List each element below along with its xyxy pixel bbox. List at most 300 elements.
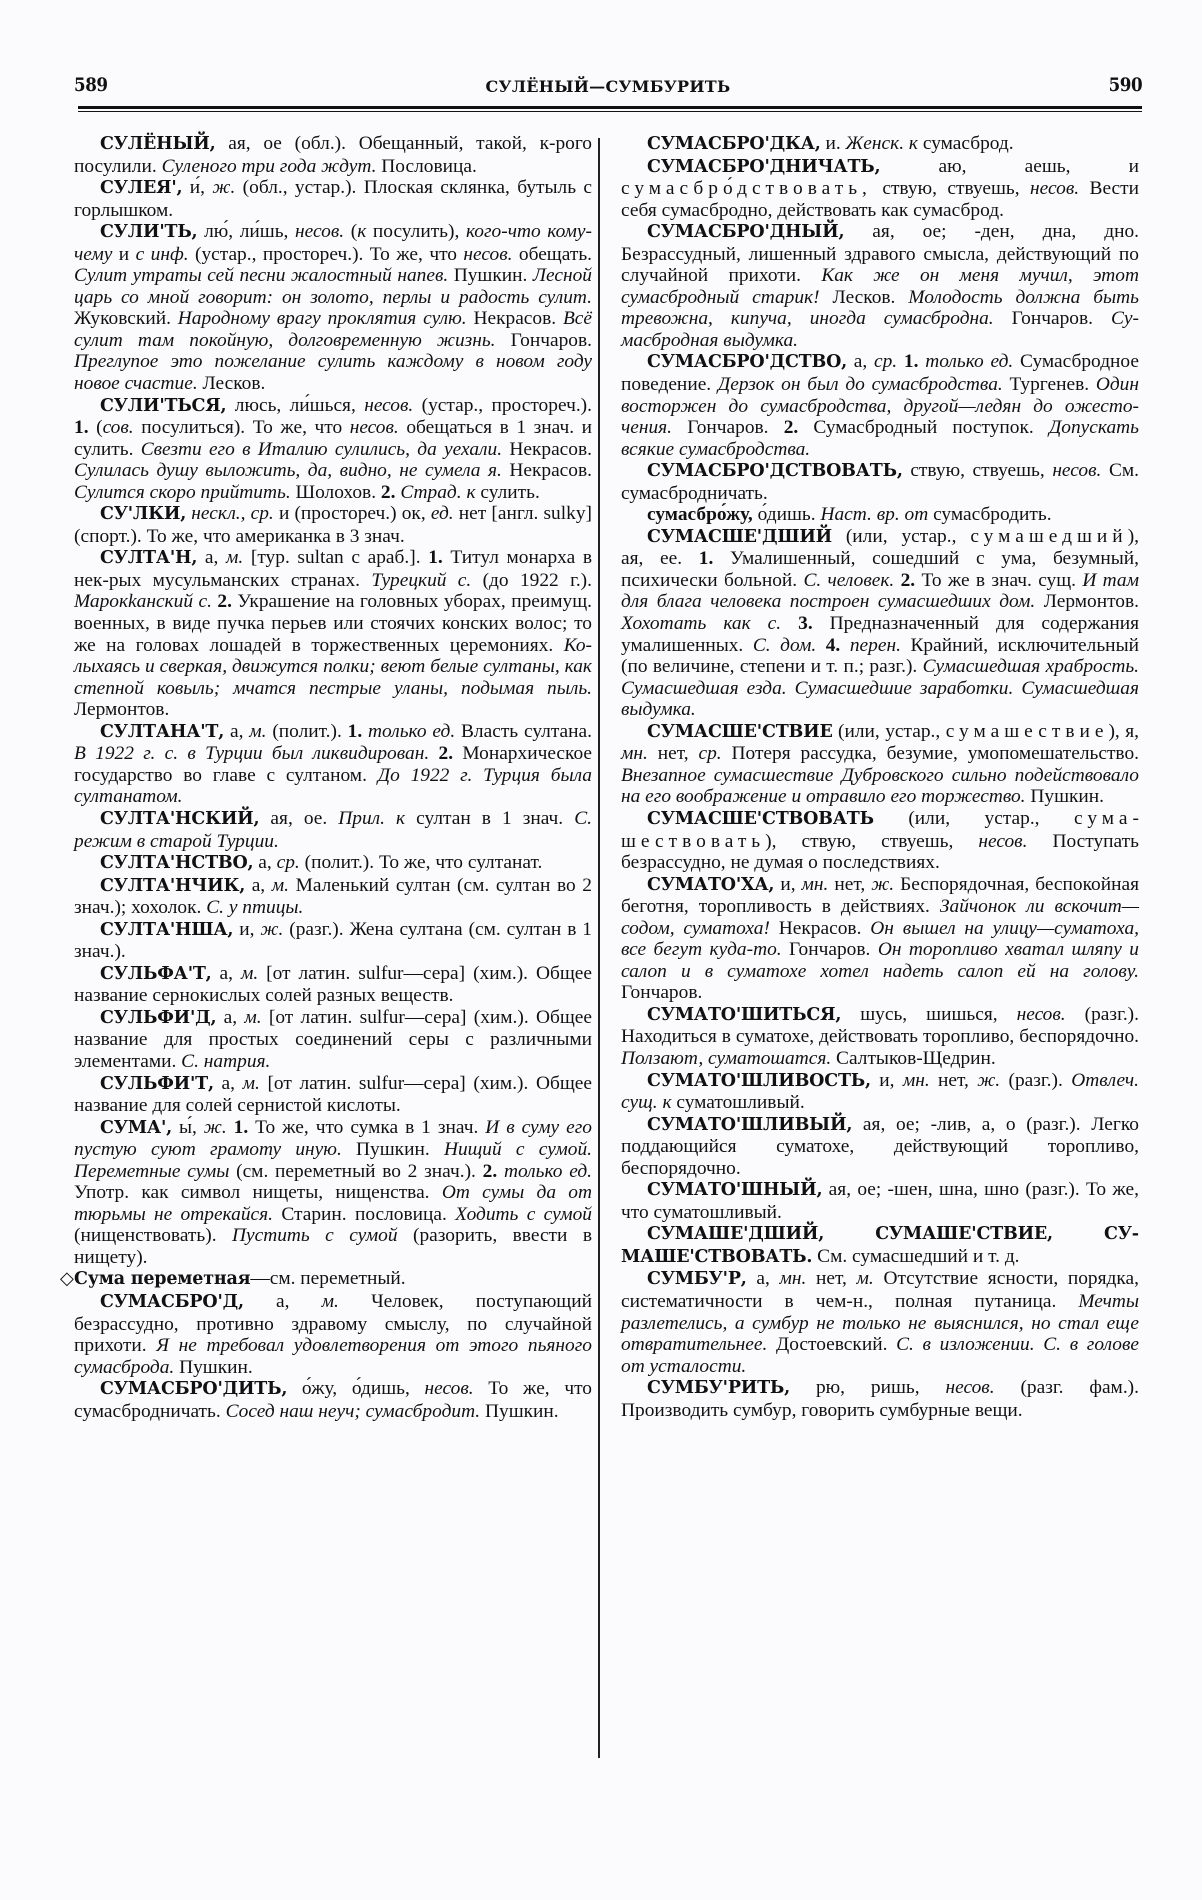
entry-text: ), ая, ее. (621, 525, 1139, 570)
entry-text: нет [англ. sulky] (спорт.). То же, что американка в 3 знач. (74, 503, 592, 547)
entry-text: Человек, поступающий безрассудно, противно здравому смыслу, по случайной прихоти. (74, 1290, 592, 1357)
header-rule-thin (78, 111, 1142, 112)
dictionary-entry (621, 156, 1139, 222)
headword: СУЛТА'НЧИК, (100, 875, 246, 896)
entry-text: Титул монарха в нек-рых мусульманских странах. (74, 547, 592, 591)
headword: СУМБУ'РИТЬ, (647, 1378, 791, 1399)
italic-text: Прил. (338, 807, 385, 829)
entry-text (816, 635, 826, 656)
entry-text: сумасбродить. (928, 504, 1052, 526)
entry-text: ствую, ствуешь, (902, 460, 1053, 482)
entry-text: и́, (182, 177, 213, 199)
entry-text: и (простореч.) ок, (273, 503, 431, 525)
entry-text: (см. переметный во 2 знач.). (229, 1160, 483, 1182)
italic-text: ед. (430, 503, 454, 525)
italic-text: несов. (1052, 460, 1102, 482)
italic-text: Марокkанский с. (74, 591, 212, 613)
entry-text (385, 808, 396, 829)
italic-text: м. (240, 962, 259, 984)
italic-text: Турецкий с. (371, 569, 472, 591)
italic-text: И там для блага человека построен сумасшедших дом. (621, 569, 1139, 613)
column-divider (598, 138, 600, 1758)
entry-text: а, (211, 962, 241, 984)
headword: СУМАСБРО'ДСТВО, (647, 352, 848, 373)
entry-text: обещаться в 1 знач. и сулить. (74, 417, 592, 460)
entry-text: люсь, ли́шься, (226, 394, 365, 416)
entry-text: ая, ое. (259, 807, 339, 829)
italic-text: Пустить с сумой (231, 1225, 398, 1247)
entry-text: Старин. пословица. (273, 1203, 456, 1225)
headword: СУМАСБРО'ДИТЬ, (100, 1379, 288, 1400)
headword: СУМАСБРО'Д, (100, 1291, 244, 1312)
entry-text: Шолохов. (290, 481, 381, 503)
entry-text: Гончаров. (781, 939, 878, 961)
italic-text: Лесной царь со мной говорит: он золото, перлы и радость сулит. (74, 265, 592, 308)
headword: СУЛТАНА'Т, (100, 721, 225, 742)
italic-text: Страд. (400, 481, 462, 503)
entry-text: сумасброд. (918, 133, 1014, 154)
headword: СУЛТА'НСТВО, (100, 853, 254, 874)
right-column (621, 133, 1139, 1421)
entry-text: Крайний, исключительный (по величине, степени и т. п.; разг.). (621, 634, 1139, 678)
italic-text: перен. (849, 634, 901, 656)
entry-text: [от латин. sulfur—сера] (хим.). Общее название для простых соединений серы с различными элементами. (74, 1006, 592, 1072)
entry-text: Лермонтов. (74, 699, 170, 721)
dictionary-entry (621, 1114, 1139, 1180)
italic-text: несов. (349, 417, 399, 439)
italic-text: Всё сулит там покойную, долговременную жизнь. (74, 308, 592, 351)
italic-text: ж. (212, 177, 236, 199)
entry-text: Жуковский. (74, 308, 178, 330)
italic-text: несов. (945, 1377, 995, 1399)
bold-text: 2. (482, 1160, 498, 1182)
italic-text: Отвлеч. сущ. (621, 1069, 1139, 1114)
italic-text: только ед. (925, 351, 1014, 373)
entry-text: Сумасбродный поступок. (798, 417, 1049, 439)
italic-text: С. человек. (803, 569, 895, 591)
entry-text: посулить), (366, 221, 466, 243)
entry-text: Гончаров. (495, 329, 592, 351)
headword: СУМАТО'ШНЫЙ, (647, 1180, 823, 1201)
entry-text: а, (213, 1072, 243, 1094)
entry-text: нет, (647, 743, 699, 765)
entry-text: Отсутствие ясности, порядка, систематичности в чем-н., полная путаница. (621, 1268, 1139, 1312)
entry-text: аю, аешь, и (880, 155, 1139, 177)
headword: СУМА', (100, 1117, 173, 1138)
entry-text: Умалишенный, сошедший с ума, безумный, психически больной. (621, 548, 1139, 591)
italic-text: м. (271, 874, 289, 896)
italic-text: Дерзок он был до сумасбродства. (717, 374, 1003, 396)
bold-text: 1. (347, 720, 363, 742)
dictionary-entry (621, 1179, 1139, 1223)
dictionary-entry (621, 721, 1139, 808)
entry-text: Поступать безрассудно, не думая о последствиях. (621, 830, 1139, 874)
italic-text: С. у птицы. (206, 897, 304, 919)
entry-text: (полит.). То же, что султанат. (299, 852, 543, 874)
right-page-number: 590 (1108, 74, 1142, 96)
dictionary-entry (74, 875, 592, 919)
headword: СУМАСШЕ'ДШИЙ (647, 526, 832, 547)
italic-text: м. (249, 720, 267, 742)
entry-text: ( (88, 417, 103, 439)
entry-text: Беспорядочная, беспокойная беготня, торопливость в действиях. (621, 873, 1140, 918)
entry-text: а, (253, 852, 277, 874)
dictionary-entry (74, 1007, 592, 1073)
dictionary-entry (74, 919, 592, 963)
dictionary-entry (621, 1070, 1139, 1114)
dictionary-entry (74, 1291, 592, 1378)
italic-text: Сулится скоро прийтить. (74, 481, 291, 503)
bold-text: 1. (233, 1116, 249, 1138)
headword: СУЛИ'ТЬ, (100, 222, 198, 243)
entry-text: ствую, ствуешь, (871, 178, 1031, 200)
entry-text: посулиться). То же, что (133, 417, 350, 439)
italic-text: С. дом. (752, 634, 817, 656)
entry-text: То же, что сумасбродничать. (74, 1378, 592, 1422)
left-column (60, 133, 593, 1422)
italic-text: несов. (364, 394, 414, 416)
dictionary-entry (74, 1378, 592, 1422)
italic-text: несов. (1016, 1003, 1066, 1025)
italic-text: Колыхаясь и сверкая, движутся полки; веют белые султаны, как степной ковыль; мчатся пестрые уланы, подымая пыль. (74, 634, 592, 699)
entry-text: ), я, (1108, 720, 1139, 742)
headword: СУМАТО'ШЛИВЫЙ, (647, 1114, 853, 1135)
entry-text: —см. переметный. (250, 1268, 406, 1290)
italic-text: Женск. (845, 133, 905, 154)
italic-text: к (908, 133, 918, 154)
dictionary-entry (74, 395, 592, 504)
entry-text: шусь, шишься, (841, 1003, 1017, 1025)
entry-text: Тургенев. (1002, 374, 1096, 396)
italic-text: Сумасбродная выдумка. (621, 308, 1139, 351)
italic-text: мн. (801, 873, 829, 895)
running-title: СУЛЁНЫЙ—СУМБУРИТЬ (485, 77, 731, 96)
entry-text: Пушкин. (174, 1356, 253, 1378)
italic-text: До 1922 г. Турция была султанатом. (74, 764, 592, 808)
italic-text: нескл., ср. (191, 503, 274, 525)
bold-text: 2. (380, 481, 396, 503)
italic-text: к (662, 1092, 672, 1114)
italic-text: м. (226, 547, 244, 569)
italic-text: несов. (1030, 178, 1080, 200)
italic-text: несов. (295, 221, 345, 243)
entry-text: ), ствую, ствуешь, (765, 830, 979, 852)
headword: СУМАТО'ХА, (647, 874, 775, 895)
headword: СУМАСБРО'ДСТВОВАТЬ, (647, 461, 903, 482)
headword: СУМАСБРО'ДКА, (647, 134, 821, 154)
entry-text: Пушкин. (448, 265, 533, 287)
dictionary-entry (74, 221, 592, 394)
entry-text (781, 613, 798, 634)
entry-text: Гончаров. (621, 982, 703, 1004)
entry-text: Лермонтов. (1035, 591, 1139, 613)
entry-text: Потеря рассудка, безумие, умопомешательство. (721, 743, 1139, 765)
italic-text: Ходить с сумой (455, 1203, 592, 1225)
entry-text: Лесков. (819, 286, 909, 308)
italic-text: С. режим в старой Турции. (74, 807, 592, 852)
entry-text: и, (870, 1069, 903, 1091)
entry-text: Монархическое государство во главе с султаном. (74, 743, 592, 786)
italic-text: мн. (779, 1268, 807, 1290)
italic-text: Преглупое это пожелание сулить каждому в новом году новое счастие. (74, 351, 592, 395)
entry-text: См. сумасшедший и т. д. (812, 1245, 1020, 1267)
italic-text: мн. (902, 1069, 930, 1091)
italic-text: Допускать всякие сумасбродства. (621, 417, 1139, 460)
entry-text: о́жу, о́дишь, (287, 1378, 425, 1400)
dictionary-entry (621, 504, 1139, 526)
italic-text: несов. (978, 830, 1028, 852)
entry-text: Украшение на головных уборах, преимущ. военных, в виде пучка перьев или стоячих конских волос; то же на головах лошадей в торжественных церемониях. (74, 591, 592, 656)
italic-text: Народному врагу проклятия сулю. (177, 308, 467, 330)
italic-text: к (466, 481, 476, 503)
headword: СУЛЬФИ'Т, (100, 1073, 214, 1094)
italic-text: Свезти его в Италию сулились, да уехали. (140, 438, 503, 460)
italic-text: Он вышел на улицу—суматоха, все бегут куда-то. (621, 917, 1139, 961)
bold-text: 2. (217, 591, 232, 613)
entry-text: а, (245, 874, 272, 896)
entry-text: Гончаров. (672, 417, 784, 439)
headword: СУЛЕЯ', (100, 178, 183, 199)
italic-text: Внезапное сумасшествие Дубровского сильно подействовало на его воображение и отравило его торжество. (621, 764, 1139, 808)
headword: СУМАСШЕ'СТВИЕ (647, 721, 833, 742)
phrase-diamond-icon: ◇ (60, 1268, 74, 1289)
dictionary-entry (74, 963, 592, 1007)
entry-text: нет, (806, 1268, 857, 1290)
bold-text: сумасбро́жу, (647, 504, 753, 526)
italic-text: С. в изложении. С. в голове от усталости. (621, 1334, 1139, 1377)
dictionary-entry (74, 503, 592, 547)
italic-text: Сулит утраты сей песни жалостный напев. (74, 265, 449, 287)
bold-text: 2. (900, 569, 916, 591)
entry-text: Гончаров. (993, 308, 1111, 330)
entry-text: (разг.). Жена султана (см. султан в 1 знач.). (74, 918, 592, 963)
dictionary-entry (621, 460, 1139, 504)
entry-text: Пушкин. (1025, 786, 1105, 808)
entry-text: Сумасбродное поведение. (621, 351, 1139, 396)
bold-text: 1. (903, 351, 919, 373)
entry-text: а, (847, 351, 874, 373)
entry-text: Лесков. (197, 373, 266, 395)
headword: СУМАСБРО'ДНЫЙ, (647, 222, 845, 243)
entry-text: и. (820, 133, 846, 154)
italic-text: Один восторжен до сумасбродства, другой—ледян до ожесточения. (621, 374, 1139, 439)
entry-text: о́дишь. (752, 504, 821, 526)
bold-text: 1. (74, 417, 89, 439)
phrase-entry (60, 1268, 592, 1291)
entry-text: нет, (828, 873, 872, 895)
italic-text: Молодость должна быть тревожна, кипуча, иногда сумасбродна. (621, 286, 1139, 330)
dictionary-entry (74, 721, 592, 808)
italic-text: к (396, 807, 406, 829)
headword: СУМАШЕ'ДШИЙ, СУМАШЕ'СТВИЕ, СУМАШЕ'СТВОВАТЬ. (621, 1224, 1139, 1267)
italic-text: с инф. (135, 243, 189, 265)
entry-text: а, (197, 547, 226, 569)
entry-text: и, (233, 918, 261, 940)
italic-text: Сумасшедшая храбрость. Сумасшедшая езда. Сумасшедшие заработки. Сумасшедшая выдумка. (621, 656, 1140, 721)
entry-text: рю, ришь, (790, 1377, 946, 1399)
italic-text: С. натрия. (181, 1050, 271, 1072)
left-page-number: 589 (74, 74, 108, 96)
dictionary-entry (621, 133, 1139, 156)
italic-text: ср. (276, 852, 300, 874)
entry-text: а, (224, 720, 250, 742)
entry-text: (или, устар., (832, 525, 971, 547)
entry-text: [от латин. sulfur—сера] (хим.). Общее название для солей сернистой кислоты. (74, 1072, 592, 1117)
italic-text: ж. (203, 1116, 227, 1138)
entry-text: (полит.). (266, 720, 348, 742)
italic-text: м. (856, 1268, 874, 1290)
dictionary-entry (621, 1004, 1139, 1070)
italic-text: Хохотать как с. (621, 613, 782, 635)
dictionary-entry (74, 133, 592, 177)
entry-text: (разг. фам.). Производить сумбур, говорить сумбурные вещи. (621, 1377, 1139, 1421)
entry-text: Предназначенный для содержания умалишенных. (621, 613, 1139, 656)
dictionary-entry (74, 808, 592, 852)
entry-text: [от латин. sulfur—сера] (хим.). Общее название сернокислых солей разных веществ. (74, 962, 592, 1007)
entry-text: Пушкин. (341, 1139, 444, 1161)
dictionary-entry (621, 1223, 1139, 1268)
entry-text: и (112, 243, 136, 265)
entry-text: То же в знач. сущ. (915, 569, 1083, 591)
entry-text: Некрасов. (769, 917, 871, 939)
entry-text (227, 1117, 234, 1138)
entry-text: (устар., простореч.). То же, что (188, 243, 464, 265)
bold-text: 2. (438, 743, 454, 765)
entry-text: а, (216, 1006, 245, 1028)
entry-text: лю́, ли́шь, (197, 221, 296, 243)
italic-text: Он торопливо хватал шляпу и салоп и в суматохе хотел надеть салоп ей на голову. (621, 939, 1139, 982)
spaced-variant: сумашествие (945, 720, 1109, 742)
italic-text: ж. (977, 1069, 1001, 1091)
italic-text: И в суму его пустую суют грамоту иную. (74, 1116, 592, 1161)
headword: СУЛЬФА'Т, (100, 963, 212, 984)
headword: Сума переметная (74, 1269, 251, 1290)
headword: СУЛТА'НША, (100, 919, 234, 940)
entry-text: То же, что сумка в 1 знач. (248, 1116, 486, 1138)
page-header (74, 74, 1142, 104)
italic-text: только ед. (368, 720, 456, 742)
italic-text: Суленого три года ждут. (161, 155, 377, 177)
italic-text: Я не требовал удовлетворения от этого пьяного сумасброда. (74, 1335, 592, 1378)
entry-text: ая, ое; -шен, шна, шно (разг.). То же, что суматошливый. (621, 1179, 1139, 1223)
headword: СУМАСШЕ'СТВОВАТЬ (647, 808, 874, 829)
italic-text: сов. (102, 417, 134, 439)
entry-text: Достоевский. (767, 1334, 897, 1356)
dictionary-entry (74, 1073, 592, 1117)
italic-text: только ед. (503, 1160, 593, 1182)
italic-text: Мечты разлетелись, а сумбур не только не выяснился, но стал еще отвратительнее. (621, 1290, 1139, 1356)
headword: СУМАТО'ШЛИВОСТЬ, (647, 1070, 871, 1091)
entry-text: ( (344, 221, 358, 243)
entry-text: Некрасов. (501, 460, 592, 482)
entry-text: (разг.). (1000, 1069, 1072, 1091)
spaced-variant: сумасбро́дствовать, (621, 178, 872, 200)
italic-text: Ползают, суматошатся. (621, 1047, 832, 1069)
dictionary-entry (621, 1377, 1139, 1421)
italic-text: м. (321, 1290, 339, 1312)
entry-text: нет, (929, 1069, 978, 1091)
dictionary-entry (74, 177, 592, 221)
headword: СУМБУ'Р, (647, 1269, 747, 1290)
dictionary-entry (621, 221, 1139, 351)
entry-text: и, (774, 873, 802, 895)
italic-text: м. (244, 1006, 262, 1028)
italic-text: Сулилась душу выложить, да, видно, не сумела я. (74, 460, 502, 482)
headword: СУМАТО'ШИТЬСЯ, (647, 1004, 842, 1025)
italic-text: ср. (698, 743, 722, 765)
italic-text: несов. (424, 1378, 474, 1400)
entry-text: Вести себя сумасбродно, действовать как сумасброд. (621, 178, 1139, 221)
entry-text: а, (243, 1290, 322, 1312)
headword: СУЛИ'ТЬСЯ, (100, 395, 227, 416)
headword: СУ'ЛКИ, (100, 504, 187, 525)
dictionary-entry (621, 526, 1139, 721)
italic-text: ж. (871, 873, 895, 895)
entry-text: (или, устар., (873, 807, 1074, 829)
bold-text: 4. (825, 634, 841, 656)
italic-text: Как же он меня мучил, этот сумасбродный старик! (621, 265, 1139, 308)
dictionary-entry (621, 874, 1139, 1004)
dictionary-entry (74, 547, 592, 720)
entry-text: ая, ое; -ден, дна, дно. Безрассудный, лишенный здравого смысла, действующий по случайной прихоти. (621, 221, 1139, 287)
entry-text: (устар., простореч.). (413, 394, 592, 416)
entry-text: Салтыков-Щедрин. (831, 1047, 996, 1069)
italic-text: Сосед наш неуч; сумасбродит. (225, 1400, 481, 1422)
italic-text: В 1922 г. с. в Турции был ликвидирован. (74, 743, 430, 765)
entry-text: суматошливый. (671, 1092, 805, 1114)
dictionary-entry (621, 1268, 1139, 1377)
headword: СУЛЬФИ'Д, (100, 1007, 217, 1028)
entry-text: Пословица. (376, 155, 477, 177)
entry-text: Маленький султан (см. султан во 2 знач.); хохолок. (74, 874, 592, 919)
entry-text: Пушкин. (480, 1400, 559, 1422)
entry-text (497, 1161, 504, 1182)
entry-text: обещать. (512, 243, 593, 265)
entry-text: (или, устар., (832, 720, 946, 742)
entry-text: (разорить, ввести в нищету). (74, 1225, 592, 1268)
bold-text: 3. (798, 613, 813, 635)
dictionary-entry (74, 1117, 592, 1269)
entry-text: ая, ое (обл.). Обещанный, такой, к-рого посулили. (74, 133, 592, 177)
headword: СУЛТА'НСКИЙ, (100, 808, 260, 829)
spaced-variant: сумашедший (970, 525, 1128, 547)
entry-text: Употр. как символ нищеты, нищенства. (74, 1182, 442, 1204)
dictionary-entry (74, 852, 592, 875)
headword: СУЛТА'Н, (100, 548, 198, 569)
entry-text: Власть султана. (455, 720, 592, 742)
entry-text: См. сумасбродничать. (621, 460, 1139, 504)
entry-text: Некрасов. (466, 308, 563, 330)
dictionary-entry (621, 808, 1139, 874)
italic-text: Зайчонок ли вскочит—содом, суматоха! (621, 896, 1139, 939)
italic-text: Наст. вр. от (820, 504, 929, 526)
bold-text: 1. (698, 548, 714, 570)
headword: СУЛЁНЫЙ, (100, 134, 216, 154)
spaced-variant: сумашествовать (621, 807, 1139, 852)
headword: СУМАСБРО'ДНИЧАТЬ, (647, 156, 881, 177)
entry-text: (до 1922 г.). (471, 569, 592, 591)
entry-text: а, (746, 1268, 780, 1290)
bold-text: 1. (428, 547, 443, 569)
entry-text: сулить. (475, 481, 540, 503)
italic-text: ж. (260, 918, 284, 940)
bold-text: 2. (783, 417, 799, 439)
entry-text: Некрасов. (502, 438, 592, 460)
entry-text (429, 743, 438, 764)
italic-text: кого-что кому-чему (74, 221, 592, 265)
italic-text: От сумы да от тюрьмы не отрекайся. (74, 1182, 593, 1225)
entry-text (840, 635, 850, 656)
